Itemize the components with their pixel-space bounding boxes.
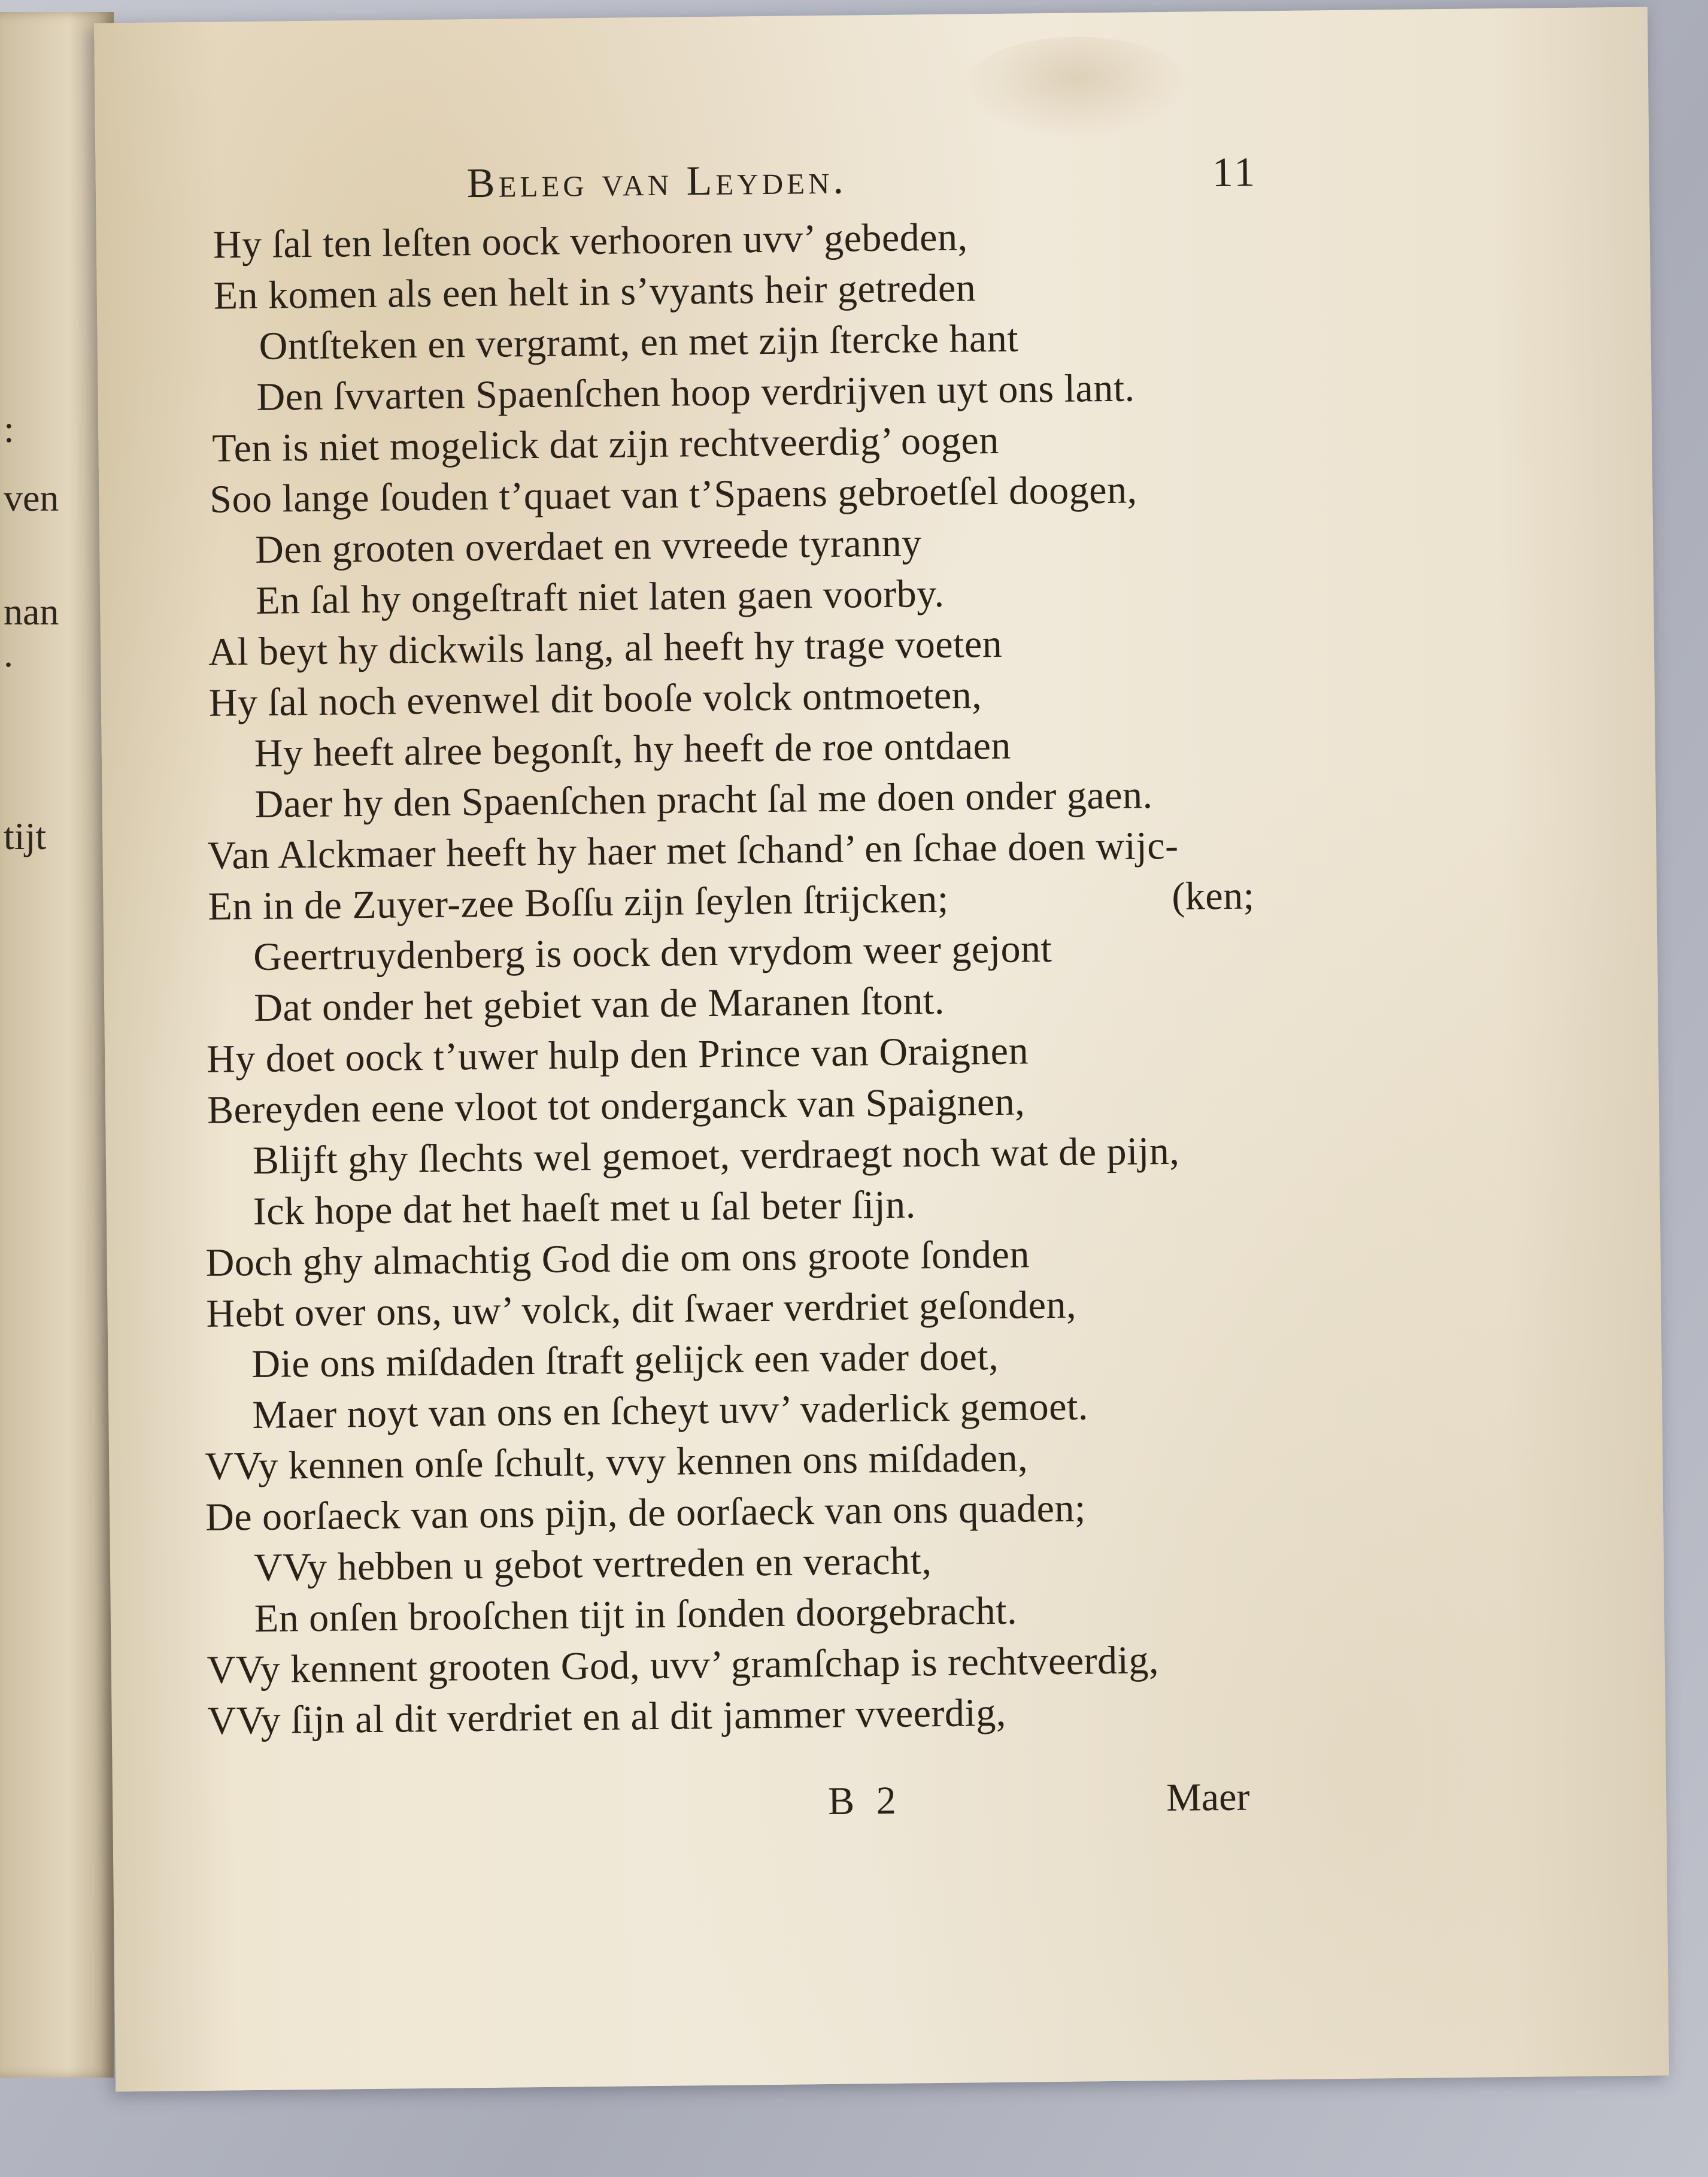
facing-page-fragment: . (4, 632, 13, 675)
verse-line: Ten is niet mogelick dat zijn rechtveerdig’ oogen (212, 418, 1000, 471)
running-head: Beleg van Leyden. (466, 156, 848, 207)
verse-line: Den ſvvarten Spaenſchen hoop verdrijven uyt ons lant. (256, 366, 1135, 419)
verse-line: Die ons miſdaden ſtraft gelijck een vader doet, (251, 1334, 999, 1387)
verse-line: Hy heeft alree begonſt, hy heeft de roe ontdaen (254, 723, 1012, 775)
verse-line: Ontſteken en vergramt, en met zijn ſtercke hant (259, 316, 1019, 368)
verse-line: De oorſaeck van ons pijn, de oorſaeck van ons quaden; (205, 1486, 1087, 1539)
verse-line: Hy ſal noch evenwel dit booſe volck ontmoeten, (208, 673, 982, 725)
verse-line: Soo lange ſouden t’quaet van t’Spaens gebroetſel doogen, (209, 468, 1137, 521)
verse-line: Hy ſal ten leſten oock verhooren uvv’ gebeden, (213, 215, 968, 267)
verse-line: En ſal hy ongeſtraft niet laten gaen voorby. (255, 571, 945, 623)
verse-line: Geertruydenberg is oock den vrydom weer gejont (253, 927, 1052, 979)
water-stain (962, 36, 1191, 140)
verse-line: Hy doet oock t’uwer hulp den Prince van Oraignen (206, 1029, 1029, 1081)
verse-line: En in de Zuyer-zee Boſſu zijn ſeylen ſtrijcken; (208, 877, 949, 929)
verse-line: Ick hope dat het haeſt met u ſal beter ſijn. (253, 1183, 917, 1234)
page-number: 11 (1212, 149, 1258, 196)
verse-line: Maer noyt van ons en ſcheyt uvv’ vaderlick gemoet. (251, 1384, 1089, 1438)
verse-line: Doch ghy almachtig God die om ons groote ſonden (205, 1232, 1030, 1285)
verse-line: VVy kennent grooten God, uvv’ gramſchap is rechtveerdig, (207, 1638, 1160, 1692)
facing-page-fragment: nan (4, 590, 59, 633)
verse-line: Blijft ghy ſlechts wel gemoet, verdraegt noch wat de pijn, (252, 1129, 1180, 1183)
verse-line: En komen als een helt in s’vyants heir getreden (213, 266, 976, 318)
verse-line: Daer hy den Spaenſchen pracht ſal me doen onder gaen. (254, 773, 1153, 826)
verse-line: VVy hebben u gebot vertreden en veracht, (253, 1539, 932, 1590)
verse-line: Dat onder het gebiet van de Maranen ſtont. (253, 978, 945, 1030)
verse-line: Van Alckmaer heeft hy haer met ſchand’ en ſchae doen wijc- (207, 823, 1179, 878)
signature-mark: B 2 (827, 1778, 903, 1824)
verse-line: Al beyt hy dickwils lang, al heeft hy trage voeten (208, 621, 1003, 674)
verse-line: Den grooten overdaet en vvreede tyranny (254, 521, 923, 572)
facing-page-fragment: ven (4, 477, 59, 519)
book-page (94, 7, 1669, 2092)
facing-page-fragment: : (4, 408, 14, 450)
verse-line: Hebt over ons, uw’ volck, dit ſwaer verdriet geſonden, (206, 1282, 1077, 1336)
verse-line: En onſen brooſchen tijt in ſonden doorgebracht. (254, 1588, 1018, 1641)
catchword: Maer (1166, 1775, 1250, 1820)
verse-line: VVy kennen onſe ſchult, vvy kennen ons miſdaden, (204, 1436, 1029, 1488)
turnover-word: (ken; (1171, 874, 1255, 918)
facing-page-fragment: tijt (4, 815, 47, 857)
verse-line: VVy ſijn al dit verdriet en al dit jammer vveerdig, (207, 1690, 1007, 1743)
verse-line: Bereyden eene vloot tot onderganck van Spaignen, (207, 1080, 1026, 1132)
